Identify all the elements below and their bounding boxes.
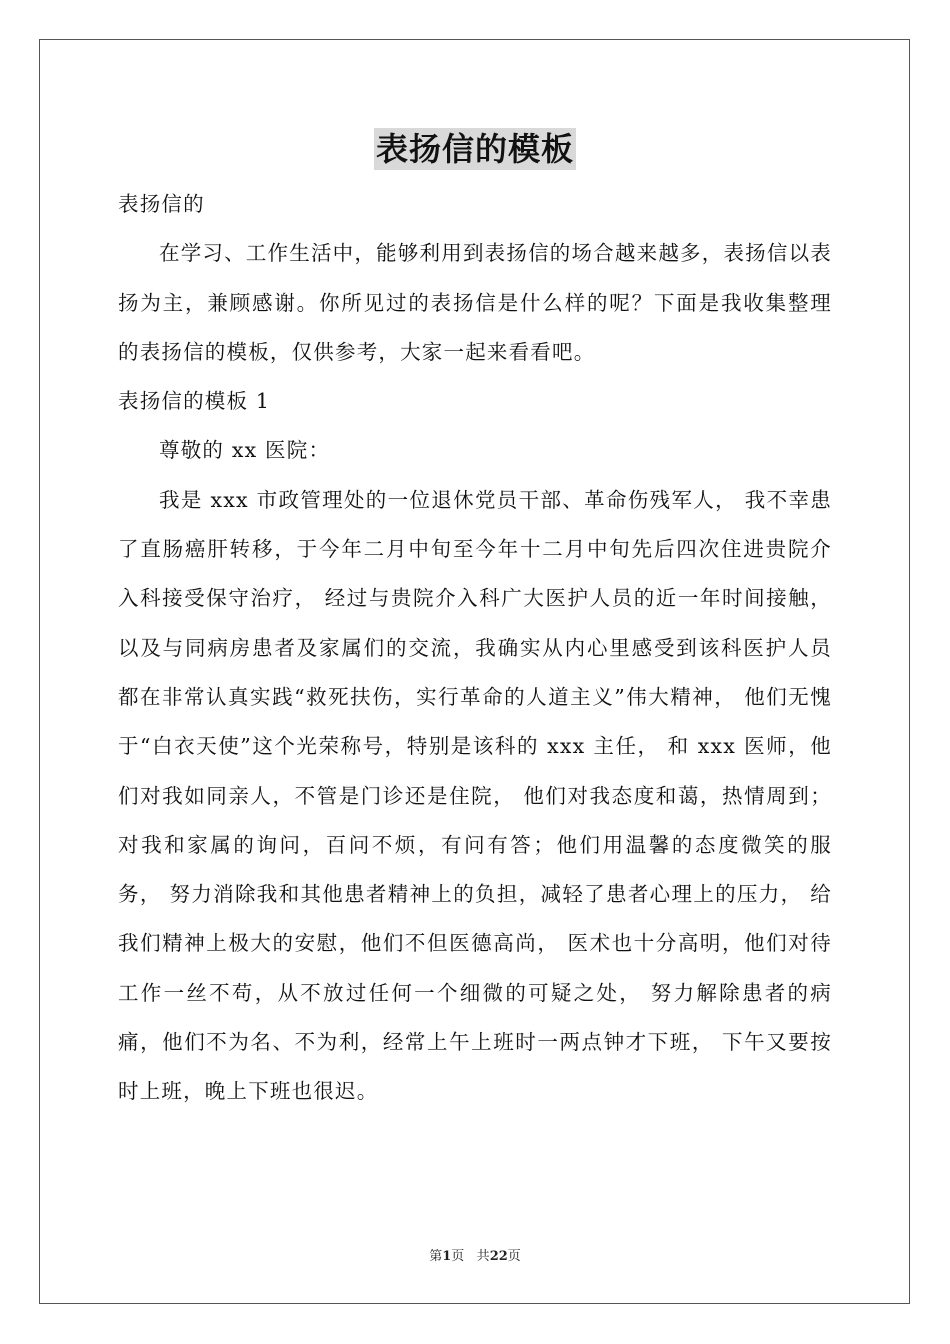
page-prefix: 第 bbox=[429, 1249, 443, 1264]
title-container bbox=[0, 128, 950, 170]
page-current: 1 bbox=[442, 1249, 452, 1264]
intro-paragraph: 在学习、工作生活中，能够利用到表扬信的场合越来越多，表扬信以表扬为主，兼顾感谢。你所见过的表扬信是什么样的呢？下面是我收集整理的表扬信的模板，仅供参考，大家一起来看看吧。 bbox=[118, 241, 832, 364]
total-prefix: 共 bbox=[476, 1249, 490, 1264]
page-footer bbox=[0, 1248, 950, 1266]
letter-body-paragraph: 我是 xxx 市政管理处的一位退休党员干部、革命伤残军人， 我不幸患了直肠癌肝转移，于今年二月中旬至今年十二月中旬先后四次住进贵院介入科接受保守治疗， 经过与贵院介入科广大医护人员的近一年时间接触， 以及与同病房患者及家属们的交流，我确实从内心里感受到该科医护人员都在非常认真实践“救死扶伤，实行革命的人道主义”伟大精神， 他们无愧于“白衣天使”这个光荣称号，特别是该科的 xxx 主任， 和 xxx 医师，他们对我如同亲人，不管是门诊还是住院， 他们对我态度和蔼，热情周到；对我和家属的询问，百问不烦，有问有答；他们用温馨的态度微笑的服务， 努力消除我和其他患者精神上的负担，减轻了患者心理上的压力， 给我们精神上极大的安慰，他们不但医德高尚， 医术也十分高明，他们对待工作一丝不苟，从不放过任何一个细微的可疑之处， 努力解除患者的病痛，他们不为名、不为利，经常上午上班时一两点钟才下班， 下午又要按时上班，晚上下班也很迟。 bbox=[118, 487, 832, 1104]
page-suffix: 页 bbox=[451, 1249, 465, 1264]
letter-salutation: 尊敬的 xx 医院： bbox=[159, 438, 331, 463]
total-suffix: 页 bbox=[507, 1249, 521, 1264]
section-heading: 表扬信的模板 1 bbox=[118, 389, 271, 414]
intro-heading: 表扬信的 bbox=[118, 192, 205, 216]
document-body bbox=[118, 180, 832, 1117]
page-total: 22 bbox=[489, 1249, 508, 1264]
document-title: 表扬信的模板 bbox=[375, 130, 574, 168]
